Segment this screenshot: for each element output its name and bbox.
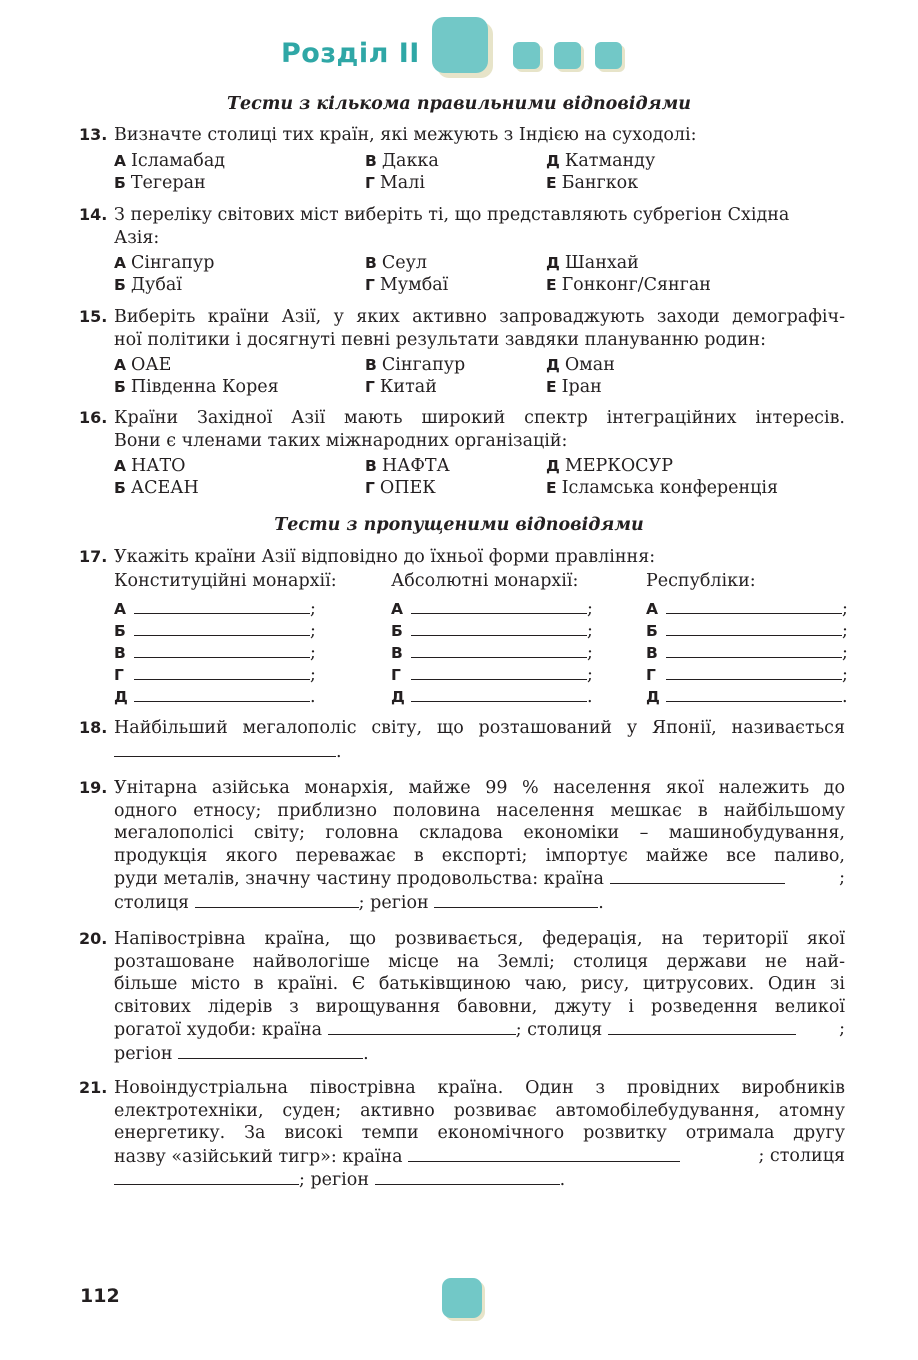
- column-heading-republics: Республіки:: [646, 571, 756, 591]
- option-e: Е Ісламська конференція: [546, 478, 779, 498]
- question-text-line: ; регіон .: [114, 1168, 845, 1192]
- question-number: 21.: [79, 1078, 108, 1097]
- region-blank[interactable]: [178, 1042, 363, 1059]
- answer-line: А ;: [646, 599, 848, 619]
- question-number: 13.: [79, 125, 108, 144]
- question-text-line: назву «азійський тигр»: країна ; столиця: [114, 1145, 845, 1167]
- decorative-square-1: [513, 42, 540, 69]
- question-text-line-2: Вони є членами таких міжнародних організацій:: [114, 430, 568, 451]
- answer-blank[interactable]: [666, 597, 842, 614]
- country-blank[interactable]: [408, 1145, 680, 1162]
- answer-blank[interactable]: [666, 619, 842, 636]
- region-blank[interactable]: [375, 1168, 560, 1185]
- question-text-line: одного етносу; приблизно половина населення мешкає в найбільшому: [114, 800, 845, 821]
- answer-blank[interactable]: [134, 641, 310, 658]
- answer-line: Г ;: [646, 665, 848, 685]
- question-text-line: рогатої худоби: країна ; столиця ;: [114, 1019, 845, 1040]
- option-e: Е Бангкок: [546, 173, 639, 193]
- option-d: Д Шанхай: [546, 253, 639, 273]
- answer-line: Г ;: [114, 665, 316, 685]
- question-text-line: Напівострівна країна, що розвивається, федерація, на території якої: [114, 929, 845, 949]
- question-text-line: Новоіндустріальна півострівна країна. Один з провідних виробників: [114, 1078, 845, 1098]
- answer-blank[interactable]: [666, 641, 842, 658]
- option-v: В Дакка: [365, 151, 439, 171]
- option-b: Б АСЕАН: [114, 478, 199, 498]
- capital-blank[interactable]: [195, 891, 359, 908]
- question-number: 17.: [79, 547, 108, 566]
- answer-line: В ;: [646, 643, 848, 663]
- decorative-square-large: [432, 17, 488, 73]
- option-d: Д МЕРКОСУР: [546, 456, 673, 476]
- question-18: 18. Найбільший мегалополіс світу, що розташований у Японії, називається .: [79, 718, 845, 762]
- question-text: Укажіть країни Азії відповідно до їхньої форми правління:: [114, 547, 656, 567]
- question-19: [79, 777, 845, 914]
- question-number: 20.: [79, 929, 108, 948]
- question-number: 15.: [79, 307, 108, 326]
- question-text-line: продукція якого переважає в експорті; імпортує майже все паливо,: [114, 845, 845, 866]
- option-a: А НАТО: [114, 456, 186, 476]
- option-a: А Ісламабад: [114, 151, 226, 171]
- question-text-line-1: З переліку світових міст виберіть ті, що представляють субрегіон Східна: [114, 205, 790, 225]
- question-text-line: електротехніки, суден; активно розвиває автомобілебудування, атомну: [114, 1100, 845, 1121]
- answer-line: Г ;: [391, 665, 593, 685]
- question-17: [79, 546, 845, 569]
- answer-line: Д .: [646, 687, 848, 707]
- answer-blank[interactable]: [134, 663, 310, 680]
- capital-blank[interactable]: [608, 1018, 796, 1035]
- question-text-line: енергетику. За високі темпи економічного розвитку отримала другу: [114, 1123, 845, 1143]
- answer-blank[interactable]: [411, 619, 587, 636]
- option-d: Д Катманду: [546, 151, 656, 171]
- column-heading-absolute: Абсолютні монархії:: [391, 571, 579, 591]
- question-number: 19.: [79, 778, 108, 797]
- option-b: Б Дубаї: [114, 275, 182, 295]
- answer-line: А ;: [391, 599, 593, 619]
- question-text-line: руди металів, значну частину продовольства: країна ;: [114, 868, 845, 889]
- question-16: [79, 407, 845, 452]
- option-a: А ОАЕ: [114, 355, 172, 375]
- answer-blank[interactable]: [411, 597, 587, 614]
- question-text: Визначте столиці тих країн, які межують з Індією на суходолі:: [114, 125, 697, 145]
- answer-blank[interactable]: [114, 740, 336, 757]
- question-text-line-1: Виберіть країни Азії, у яких активно запроваджують заходи демографіч-: [114, 307, 845, 327]
- capital-blank[interactable]: [114, 1168, 299, 1185]
- answer-line: В ;: [391, 643, 593, 663]
- decorative-square-2: [554, 42, 581, 69]
- option-d: Д Оман: [546, 355, 615, 375]
- answer-blank[interactable]: [134, 619, 310, 636]
- question-text-line: Унітарна азійська монархія, майже 99 % населення якої належить до: [114, 778, 845, 798]
- option-e: Е Гонконг/Сянган: [546, 275, 711, 295]
- option-v: В Сінгапур: [365, 355, 466, 375]
- question-number: 16.: [79, 408, 108, 427]
- option-v: В Сеул: [365, 253, 427, 273]
- decorative-square-3: [595, 42, 622, 69]
- subsection-heading-missing: Тести з пропущеними відповідями: [274, 515, 644, 535]
- question-text-line-1: Країни Західної Азії мають широкий спектр інтеграційних інтересів.: [114, 408, 845, 428]
- answer-line: Б ;: [646, 621, 848, 641]
- option-v: В НАФТА: [365, 456, 450, 476]
- page-number: 112: [80, 1285, 120, 1307]
- column-heading-constitutional: Конституційні монархії:: [114, 571, 337, 591]
- question-text-line: світових лідерів з вирощування бавовни, джуту і розведення великої: [114, 996, 845, 1017]
- option-e: Е Іран: [546, 377, 602, 397]
- question-text-line: регіон .: [114, 1043, 369, 1064]
- answer-blank[interactable]: [411, 663, 587, 680]
- option-b: Б Тегеран: [114, 173, 206, 193]
- question-text-line-2: Азія:: [114, 227, 160, 248]
- country-blank[interactable]: [610, 867, 785, 884]
- answer-blank[interactable]: [666, 663, 842, 680]
- option-h: Г Китай: [365, 377, 437, 397]
- answer-line: Б ;: [391, 621, 593, 641]
- question-21: [79, 1077, 845, 1192]
- question-text-line: столиця ; регіон .: [114, 892, 604, 913]
- question-text: Найбільший мегалополіс світу, що розташований у Японії, називається: [114, 718, 845, 738]
- answer-line: Б ;: [114, 621, 316, 641]
- answer-blank[interactable]: [134, 685, 310, 702]
- answer-line: А ;: [114, 599, 316, 619]
- region-blank[interactable]: [434, 891, 598, 908]
- question-13: [79, 124, 845, 147]
- question-14: [79, 204, 845, 249]
- question-number: 18.: [79, 718, 108, 737]
- answer-blank[interactable]: [666, 685, 842, 702]
- subsection-heading-multi: Тести з кількома правильними відповідями: [227, 94, 691, 114]
- option-b: Б Південна Корея: [114, 377, 279, 397]
- question-20: [79, 928, 845, 1065]
- answer-line: В ;: [114, 643, 316, 663]
- question-text-line: розташоване найвологіше місце на Землі; столиця держави не най-: [114, 951, 845, 972]
- question-text-line-2: ної політики і досягнуті певні результати завдяки плануванню родин:: [114, 329, 766, 350]
- answer-line: Д .: [114, 687, 316, 707]
- option-h: Г Малі: [365, 173, 425, 193]
- answer-blank[interactable]: [411, 641, 587, 658]
- question-15: [79, 306, 845, 351]
- answer-blank[interactable]: [411, 685, 587, 702]
- answer-blank[interactable]: [134, 597, 310, 614]
- option-a: А Сінгапур: [114, 253, 215, 273]
- decorative-square-footer: [442, 1278, 482, 1318]
- question-text-line: мегалополісі світу; головна складова економіки – машинобудування,: [114, 823, 845, 843]
- option-h: Г Мумбаї: [365, 275, 449, 295]
- question-number: 14.: [79, 205, 108, 224]
- option-h: Г ОПЕК: [365, 478, 436, 498]
- section-title: Розділ II: [281, 38, 420, 69]
- country-blank[interactable]: [328, 1018, 516, 1035]
- question-text-line: більше місто в країні. Є батьківщиною чаю, рису, цитрусових. Один зі: [114, 974, 845, 994]
- answer-line: Д .: [391, 687, 593, 707]
